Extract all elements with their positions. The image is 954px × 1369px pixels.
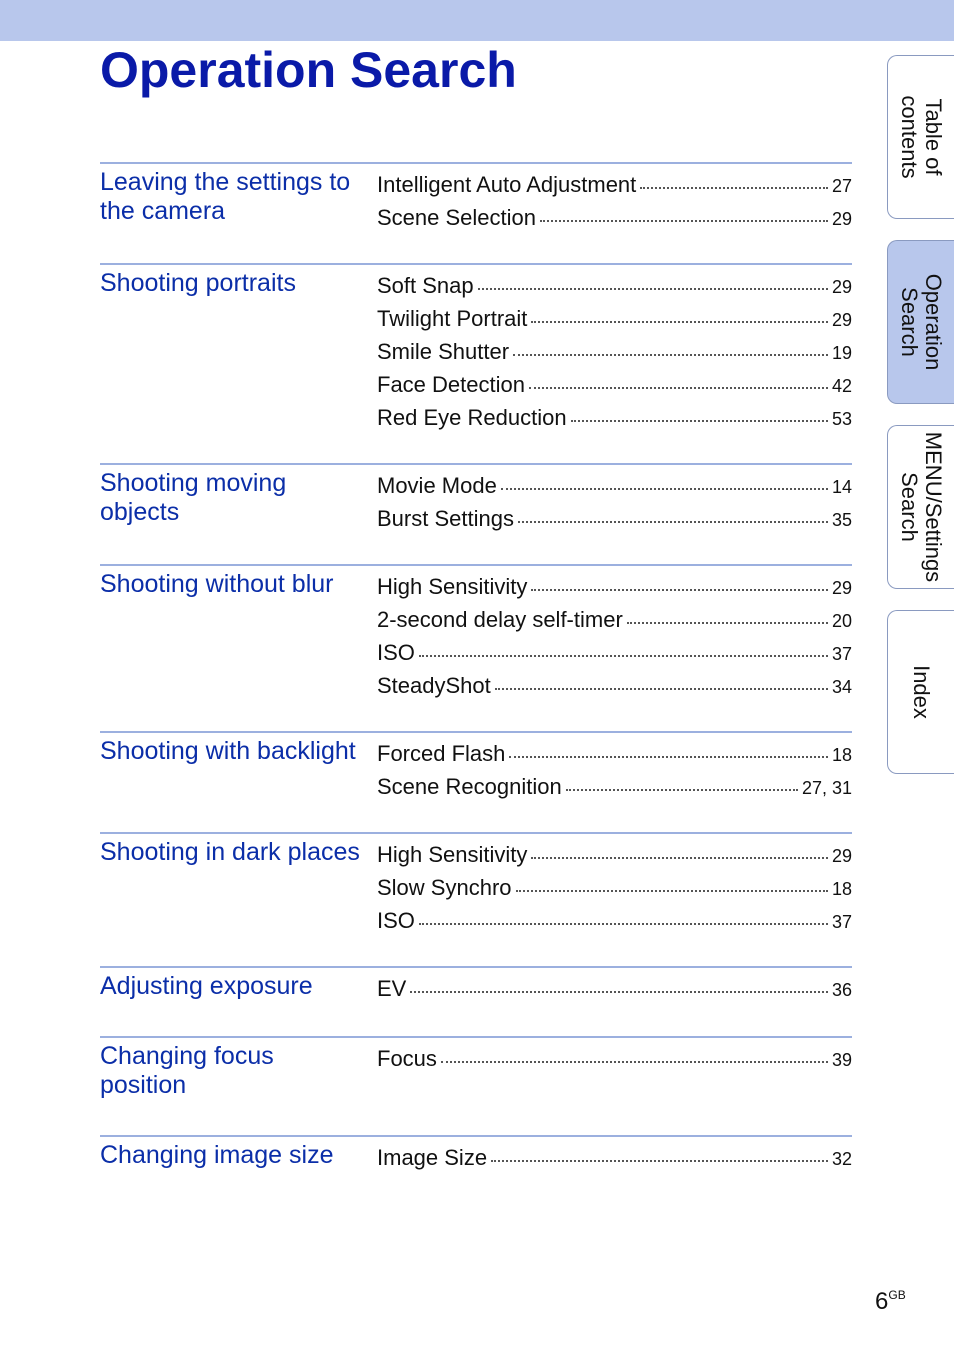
- entry-link[interactable]: Focus 39: [377, 1046, 852, 1071]
- entry-link[interactable]: High Sensitivity 29: [377, 574, 852, 599]
- section-title[interactable]: Shooting with backlight: [100, 737, 356, 765]
- entry-link[interactable]: 2-second delay self-timer 20: [377, 607, 852, 632]
- section-image-size: [100, 1135, 852, 1197]
- entry-link[interactable]: Intelligent Auto Adjustment 27: [377, 172, 852, 197]
- entry-link[interactable]: Red Eye Reduction 53: [377, 405, 852, 430]
- section-title[interactable]: Shooting without blur: [100, 570, 334, 598]
- entry-link[interactable]: EV 36: [377, 976, 852, 1001]
- entry-link[interactable]: Image Size 32: [377, 1145, 852, 1170]
- entry-link[interactable]: Smile Shutter 19: [377, 339, 852, 364]
- tab-operation-search[interactable]: Operation Search: [887, 240, 954, 404]
- entry-link[interactable]: Twilight Portrait 29: [377, 306, 852, 331]
- tab-menu-settings-search[interactable]: MENU/Settings Search: [887, 425, 954, 589]
- tab-index[interactable]: Index: [887, 610, 954, 774]
- section-title[interactable]: Shooting moving objects: [100, 469, 287, 526]
- operation-list: [100, 162, 852, 1197]
- entry-link[interactable]: SteadyShot 34: [377, 673, 852, 698]
- section-exposure: [100, 966, 852, 1036]
- tab-table-of-contents[interactable]: Table of contents: [887, 55, 954, 219]
- section-moving-objects: [100, 463, 852, 564]
- entry-link[interactable]: ISO 37: [377, 640, 852, 665]
- entry-link[interactable]: ISO 37: [377, 908, 852, 933]
- section-leaving-settings: [100, 162, 852, 263]
- entry-link[interactable]: Scene Recognition 27, 31: [377, 774, 852, 799]
- entry-link[interactable]: High Sensitivity 29: [377, 842, 852, 867]
- section-without-blur: [100, 564, 852, 731]
- entry-link[interactable]: Soft Snap 29: [377, 273, 852, 298]
- section-title[interactable]: Changing image size: [100, 1141, 334, 1169]
- entry-link[interactable]: Burst Settings 35: [377, 506, 852, 531]
- section-title[interactable]: Shooting portraits: [100, 269, 296, 297]
- entry-link[interactable]: Face Detection 42: [377, 372, 852, 397]
- section-title[interactable]: Adjusting exposure: [100, 972, 313, 1000]
- entry-link[interactable]: Movie Mode 14: [377, 473, 852, 498]
- section-portraits: [100, 263, 852, 463]
- entry-link[interactable]: Forced Flash 18: [377, 741, 852, 766]
- section-title[interactable]: Changing focus position: [100, 1042, 274, 1099]
- section-backlight: [100, 731, 852, 832]
- entry-link[interactable]: Scene Selection 29: [377, 205, 852, 230]
- section-title[interactable]: Shooting in dark places: [100, 838, 360, 866]
- page-title: Operation Search: [100, 42, 517, 98]
- section-title[interactable]: Leaving the settings to the camera: [100, 168, 351, 225]
- section-focus-position: [100, 1036, 852, 1135]
- section-dark-places: [100, 832, 852, 966]
- page-number: $6^{GB}$: [875, 1288, 906, 1315]
- entry-link[interactable]: Slow Synchro 18: [377, 875, 852, 900]
- top-band: [0, 0, 954, 41]
